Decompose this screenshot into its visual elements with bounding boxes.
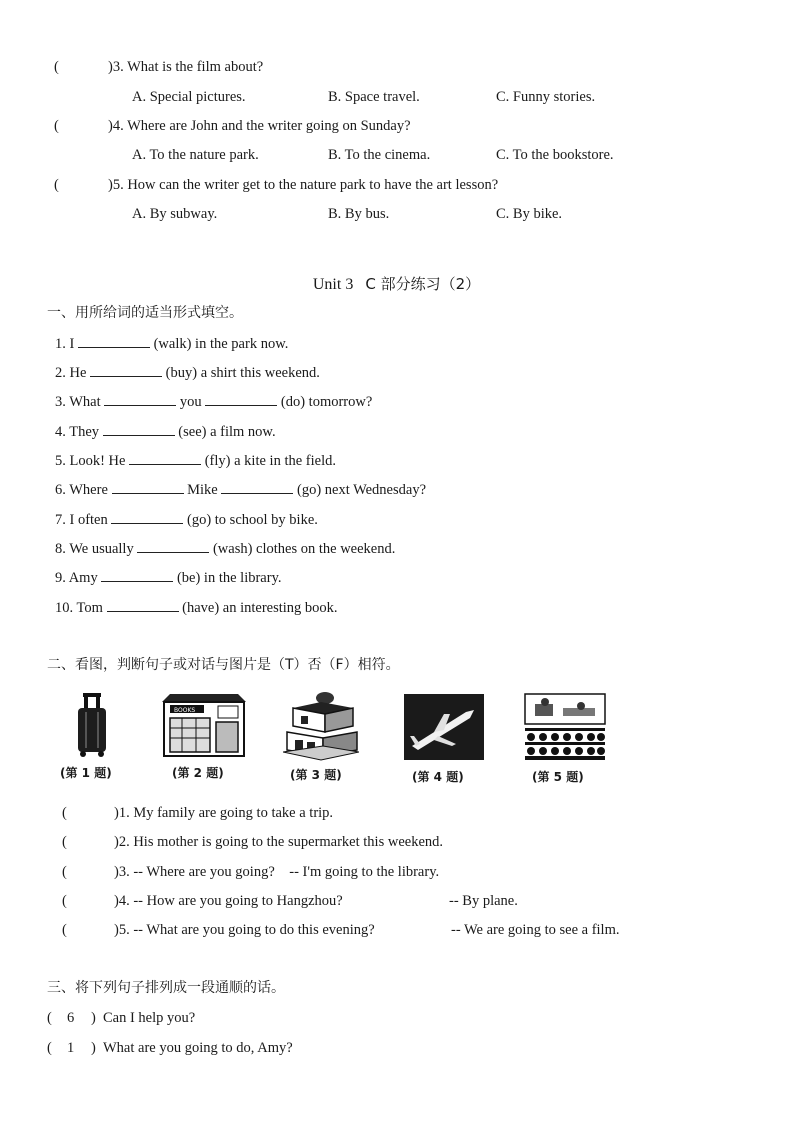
item-text: (fly) a kite in the field.	[201, 453, 336, 469]
answer-blank[interactable]	[103, 423, 175, 436]
answer-blank[interactable]	[205, 393, 277, 406]
option-b: B. By bus.	[328, 206, 390, 222]
item-text: 5. Look! He	[55, 453, 130, 469]
reply-text: -- We are going to see a film.	[451, 922, 620, 938]
cinema-image	[523, 692, 607, 762]
item-text: (go) next Wednesday?	[293, 482, 427, 498]
picture-caption: (第 5 题)	[532, 770, 584, 784]
answer-blank[interactable]	[107, 599, 179, 612]
answer-paren-close: )	[91, 1010, 96, 1026]
statement-text: )2. His mother is going to the supermarket this weekend.	[114, 834, 444, 850]
part-label: C 部分练习（2）	[365, 275, 481, 293]
answer-blank[interactable]	[221, 481, 293, 494]
picture-caption: (第 4 题)	[412, 770, 464, 784]
statement-text: )1. My family are going to take a trip.	[114, 805, 334, 821]
answer-blank[interactable]	[111, 511, 183, 524]
answer-blank[interactable]	[112, 481, 184, 494]
item-text: (go) to school by bike.	[183, 512, 318, 528]
option-a: A. By subway.	[132, 206, 218, 222]
item-text: Mike	[183, 482, 222, 498]
option-b: B. To the cinema.	[328, 147, 431, 163]
order-number[interactable]: 6	[67, 1010, 75, 1026]
answer-paren[interactable]: (	[62, 864, 67, 880]
option-c: C. To the bookstore.	[496, 147, 614, 163]
option-a: A. Special pictures.	[132, 89, 246, 105]
answer-blank[interactable]	[101, 569, 173, 582]
answer-blank[interactable]	[104, 393, 176, 406]
item-text: (walk) in the park now.	[149, 336, 289, 352]
bookstore-image	[162, 692, 246, 758]
airplane-image	[404, 692, 484, 762]
item-text: (have) an interesting book.	[178, 600, 338, 616]
item-text: 8. We usually	[55, 541, 138, 557]
fill-in-item	[55, 511, 318, 529]
fill-in-item	[55, 481, 426, 499]
item-text: 6. Where	[55, 482, 112, 498]
answer-paren: (	[54, 118, 59, 134]
item-text: 1. I	[55, 336, 78, 352]
answer-paren-open: (	[47, 1040, 52, 1056]
section2-heading: 二、看图，判断句子或对话与图片是（T）否（F）相符。	[47, 657, 400, 673]
suitcase-image	[70, 692, 114, 758]
option-a: A. To the nature park.	[132, 147, 259, 163]
answer-blank[interactable]	[90, 364, 162, 377]
item-text: you	[176, 394, 206, 410]
section3-heading: 三、将下列句子排列成一段通顺的话。	[47, 980, 285, 996]
item-text: 4. They	[55, 424, 103, 440]
answer-paren[interactable]: (	[62, 805, 67, 821]
option-b: B. Space travel.	[328, 89, 420, 105]
fill-in-item	[55, 452, 336, 470]
answer-blank[interactable]	[129, 452, 201, 465]
sentence-text: What are you going to do, Amy?	[103, 1040, 293, 1056]
fill-in-item	[55, 364, 320, 382]
question-text: )3. What is the film about?	[108, 59, 264, 75]
item-text: 3. What	[55, 394, 105, 410]
fill-in-item	[55, 335, 288, 353]
answer-blank[interactable]	[137, 540, 209, 553]
fill-in-item	[55, 423, 276, 441]
item-text: 10. Tom	[55, 600, 107, 616]
picture-caption: (第 3 题)	[290, 768, 342, 782]
sentence-text: Can I help you?	[103, 1010, 196, 1026]
statement-text: )3. -- Where are you going? -- I'm going to the library.	[114, 864, 440, 880]
statement-text: )5. -- What are you going to do this evening?	[114, 922, 375, 938]
fill-in-item	[55, 569, 282, 587]
picture-caption: (第 2 题)	[172, 766, 224, 780]
reply-text: -- By plane.	[449, 893, 518, 909]
section1-heading: 一、用所给词的适当形式填空。	[47, 305, 243, 321]
item-text: 7. I often	[55, 512, 112, 528]
answer-paren: (	[54, 59, 59, 75]
item-text: (do) tomorrow?	[277, 394, 373, 410]
bookstore-sign: BOOKS	[174, 707, 196, 714]
item-text: (wash) clothes on the weekend.	[209, 541, 396, 557]
option-c: C. By bike.	[496, 206, 563, 222]
picture-caption: (第 1 题)	[60, 766, 112, 780]
answer-paren[interactable]: (	[62, 922, 67, 938]
unit-label: Unit 3	[312, 276, 354, 293]
statement-text: )4. -- How are you going to Hangzhou?	[114, 893, 343, 909]
order-number[interactable]: 1	[67, 1040, 75, 1056]
question-text: )5. How can the writer get to the nature park to have the art lesson?	[108, 177, 499, 193]
answer-blank[interactable]	[78, 335, 150, 348]
fill-in-item	[55, 599, 338, 617]
item-text: (buy) a shirt this weekend.	[162, 365, 320, 381]
fill-in-item	[55, 540, 395, 558]
option-c: C. Funny stories.	[496, 89, 596, 105]
item-text: (be) in the library.	[173, 570, 282, 586]
item-text: 9. Amy	[55, 570, 102, 586]
fill-in-item	[55, 393, 372, 411]
answer-paren-open: (	[47, 1010, 52, 1026]
question-text: )4. Where are John and the writer going on Sunday?	[108, 118, 411, 134]
item-text: 2. He	[55, 365, 91, 381]
answer-paren[interactable]: (	[62, 834, 67, 850]
item-text: (see) a film now.	[174, 424, 276, 440]
answer-paren: (	[54, 177, 59, 193]
page-title	[0, 273, 793, 294]
library-building-image	[283, 692, 359, 762]
answer-paren-close: )	[91, 1040, 96, 1056]
answer-paren[interactable]: (	[62, 893, 67, 909]
